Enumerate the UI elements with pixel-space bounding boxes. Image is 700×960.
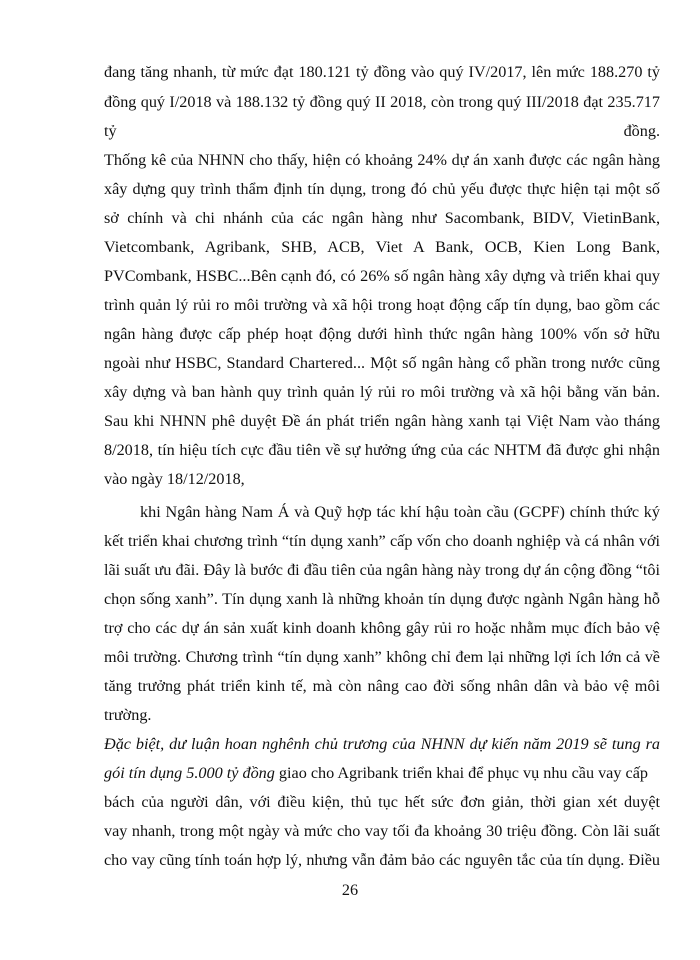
text-line: vào ngày 18/12/2018, (104, 470, 245, 488)
text-line: 8/2018, tín hiệu tích cực đầu tiên về sự hưởng ứng của các NHTM đã được ghi nhận (104, 441, 660, 459)
text-line: PVCombank, HSBC...Bên cạnh đó, có 26% số ngân hàng xây dựng và triển khai quy (104, 267, 660, 285)
text-line: lãi suất ưu đãi. Đây là bước đi đầu tiên của ngân hàng này trong dự án cộng đồng “tôi (104, 561, 660, 579)
text-word: đồng. (623, 122, 660, 140)
text-line: trình quản lý rủi ro môi trường và xã hội trong hoạt động cấp tín dụng, bao gồm các (104, 296, 660, 314)
text-word: tỷ (104, 122, 117, 140)
text-line: Thống kê của NHNN cho thấy, hiện có khoảng 24% dự án xanh được các ngân hàng (104, 151, 660, 169)
text-phrase: giao cho Agribank triển khai để phục vụ nhu cầu vay cấp (278, 764, 648, 782)
text-line: chọn sống xanh”. Tín dụng xanh là những khoản tín dụng được ngành Ngân hàng hỗ (104, 590, 660, 608)
text-line: cho vay cũng tính toán hợp lý, nhưng vẫn đảm bảo các nguyên tắc của tín dụng. Điều (104, 851, 660, 869)
text-line: sở chính và chi nhánh của các ngân hàng như Sacombank, BIDV, VietinBank, (104, 209, 660, 227)
italic-line: Đặc biệt, dư luận hoan nghênh chủ trương của NHNN dự kiến năm 2019 sẽ tung ra (104, 735, 660, 753)
text-line: đồng quý I/2018 và 188.132 tỷ đồng quý II 2018, còn trong quý III/2018 đạt 235.717 (104, 93, 660, 111)
text-line: kết triển khai chương trình “tín dụng xanh” cấp vốn cho doanh nghiệp và cá nhân với (104, 532, 660, 550)
page-number: 26 (341, 881, 359, 899)
text-line: trợ cho các dự án sản xuất kinh doanh không gây rủi ro hoặc nhằm mục đích bảo vệ (104, 619, 660, 637)
italic-phrase: gói tín dụng 5.000 tỷ đồng (104, 764, 275, 782)
text-line (104, 121, 660, 141)
text-line: đang tăng nhanh, từ mức đạt 180.121 tỷ đồng vào quý IV/2017, lên mức 188.270 tỷ (104, 63, 660, 81)
text-line: Vietcombank, Agribank, SHB, ACB, Viet A Bank, OCB, Kien Long Bank, (104, 238, 660, 256)
text-line: Sau khi NHNN phê duyệt Đề án phát triển ngân hàng xanh tại Việt Nam vào tháng (104, 412, 660, 430)
text-line: tăng trưởng phát triển kinh tế, mà còn nâng cao đời sống nhân dân và bảo vệ môi (104, 677, 660, 695)
text-line: bách của người dân, với điều kiện, thủ tục hết sức đơn giản, thời gian xét duyệt (104, 793, 660, 811)
text-line: xây dựng và ban hành quy trình quản lý rủi ro môi trường và xã hội bằng văn bản. (104, 383, 660, 401)
text-line: vay nhanh, trong một ngày và mức cho vay tối đa khoảng 30 triệu đồng. Còn lãi suất (104, 822, 660, 840)
text-line: xây dựng quy trình thẩm định tín dụng, trong đó chủ yếu được thực hiện tại một số (104, 180, 660, 198)
text-line: trường. (104, 706, 152, 724)
text-line: ngoài như HSBC, Standard Chartered... Một số ngân hàng cổ phần trong nước cũng (104, 354, 660, 372)
text-line: ngân hàng được cấp phép hoạt động dưới hình thức ngân hàng 100% vốn sở hữu (104, 325, 660, 343)
text-line: môi trường. Chương trình “tín dụng xanh” không chỉ đem lại những lợi ích lớn cả về (104, 648, 660, 666)
text-line (104, 763, 660, 783)
text-line: khi Ngân hàng Nam Á và Quỹ hợp tác khí hậu toàn cầu (GCPF) chính thức ký (140, 503, 660, 521)
